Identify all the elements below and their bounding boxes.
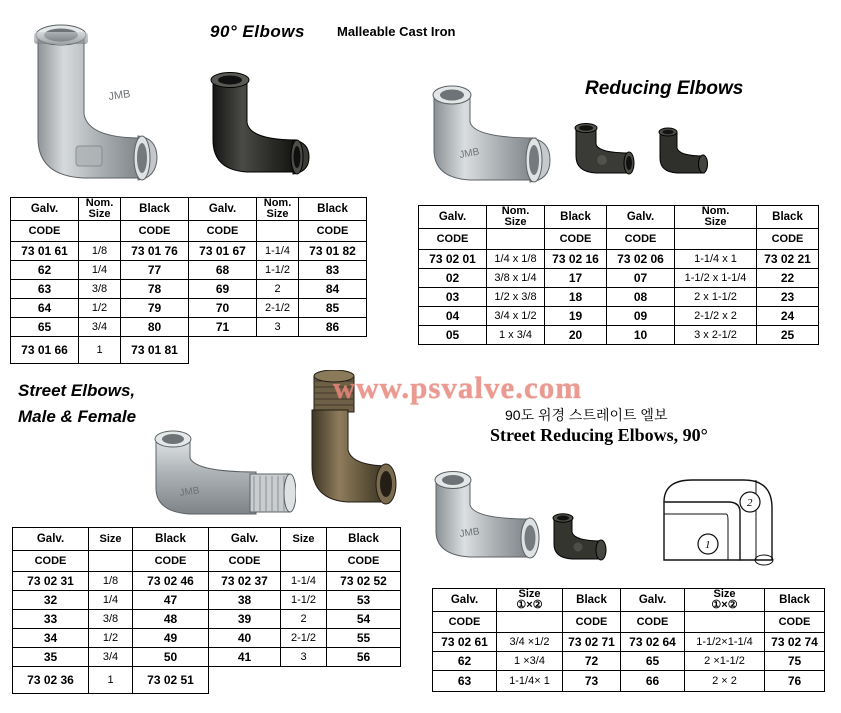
- cell-black: 77: [121, 261, 189, 280]
- svg-text:JMB: JMB: [458, 146, 481, 161]
- table-row: [11, 261, 367, 280]
- table-row: [419, 288, 819, 307]
- col-header-black-2: Black: [299, 198, 367, 221]
- cell-galv2: [209, 667, 281, 694]
- watermark: www.psvalve.com: [332, 370, 583, 405]
- cell-galv: 35: [13, 648, 89, 667]
- cell-galv2: 40: [209, 629, 281, 648]
- cell-galv: 64: [11, 299, 79, 318]
- size-sublabel-2: ①×②: [711, 599, 738, 611]
- cell-galv2: 66: [621, 671, 685, 692]
- col-header-galv-1: Galv.: [13, 528, 89, 551]
- cell-size: 3/8: [79, 280, 121, 299]
- cell-size2: 2: [257, 280, 299, 299]
- col-header-black-1: Black: [545, 206, 607, 229]
- black-street-reducing-elbow-photo: [548, 510, 610, 566]
- cell-size2: 1-1/2×1-1/4: [685, 633, 765, 652]
- col-header-galv-2: Galv.: [607, 206, 675, 229]
- col-header-galv-1: Galv.: [433, 589, 497, 612]
- size-label: Size: [518, 588, 541, 600]
- cell-size2: [257, 337, 299, 364]
- col-header-code-1: CODE: [11, 221, 79, 242]
- cell-black: 73 02 51: [133, 667, 209, 694]
- table-row: [419, 269, 819, 288]
- col-header-black-1: Black: [121, 198, 189, 221]
- cell-galv2: 70: [189, 299, 257, 318]
- cell-size: 1/4: [89, 591, 133, 610]
- cell-black: 48: [133, 610, 209, 629]
- col-header-galv-2: Galv.: [621, 589, 685, 612]
- col-header-black-2: Black: [765, 589, 825, 612]
- col-header-code-1: CODE: [433, 612, 497, 633]
- cell-size2: 3 x 2-1/2: [675, 326, 757, 345]
- cell-black2: 23: [757, 288, 819, 307]
- spacer-cell: [675, 229, 757, 250]
- col-header-size-1: [497, 589, 563, 612]
- black-reducing-elbow-photo-2: [654, 126, 712, 180]
- cell-galv2: 73 02 37: [209, 572, 281, 591]
- col-header-code-3: CODE: [209, 551, 281, 572]
- col-header-size-1: Size: [89, 528, 133, 551]
- table-row: [11, 280, 367, 299]
- cell-black: 73 01 76: [121, 242, 189, 261]
- cell-galv: 63: [11, 280, 79, 299]
- cell-galv: 03: [419, 288, 487, 307]
- heading-street-elbows-line1: Street Elbows,: [18, 381, 136, 400]
- cell-black: 50: [133, 648, 209, 667]
- cell-size2: 1-1/4: [281, 572, 327, 591]
- table-row: [433, 671, 825, 692]
- cell-black: 73 01 81: [121, 337, 189, 364]
- table-row: [13, 572, 401, 591]
- cell-black: 20: [545, 326, 607, 345]
- cell-size: 3/4 x 1/2: [487, 307, 545, 326]
- cell-black: 73 02 71: [563, 633, 621, 652]
- cell-size: 1 ×3/4: [497, 652, 563, 671]
- cell-size: 3/4: [79, 318, 121, 337]
- cell-size: 1/4: [79, 261, 121, 280]
- street-reducing-elbow-line-drawing: [648, 468, 788, 580]
- cell-black: 17: [545, 269, 607, 288]
- spacer-cell: [487, 229, 545, 250]
- col-header-galv-1: Galv.: [419, 206, 487, 229]
- col-header-code-1: CODE: [13, 551, 89, 572]
- cell-galv: 32: [13, 591, 89, 610]
- cell-size: 1/8: [89, 572, 133, 591]
- cell-size2: 2 ×1-1/2: [685, 652, 765, 671]
- col-header-black-2: Black: [327, 528, 401, 551]
- col-header-size-2: Size: [281, 528, 327, 551]
- cell-black: 19: [545, 307, 607, 326]
- col-header-nom-size-1: Nom. Size: [79, 198, 121, 221]
- cell-black: 79: [121, 299, 189, 318]
- spacer-cell: [79, 221, 121, 242]
- cell-size2: 3: [281, 648, 327, 667]
- col-header-code-3: CODE: [189, 221, 257, 242]
- cell-black: 73: [563, 671, 621, 692]
- cell-galv: 73 02 01: [419, 250, 487, 269]
- cell-size2: 2: [281, 610, 327, 629]
- cell-galv: 33: [13, 610, 89, 629]
- cell-galv2: 68: [189, 261, 257, 280]
- col-header-black-2: Black: [757, 206, 819, 229]
- cell-size: 1/2 x 3/8: [487, 288, 545, 307]
- cell-size2: 2 × 2: [685, 671, 765, 692]
- cell-size2: 1-1/2: [281, 591, 327, 610]
- cell-galv2: 73 02 64: [621, 633, 685, 652]
- svg-text:JMB: JMB: [178, 485, 201, 499]
- cell-black2: 56: [327, 648, 401, 667]
- cell-size: 1/8: [79, 242, 121, 261]
- cell-size2: 2-1/2 x 2: [675, 307, 757, 326]
- table-row-last: [13, 667, 401, 694]
- col-header-galv-1: Galv.: [11, 198, 79, 221]
- cell-black: 80: [121, 318, 189, 337]
- cell-size2: 1-1/4: [257, 242, 299, 261]
- cell-black2: 73 02 21: [757, 250, 819, 269]
- cell-size2: 3: [257, 318, 299, 337]
- cell-black: 18: [545, 288, 607, 307]
- cell-size2: 1-1/2 x 1-1/4: [675, 269, 757, 288]
- heading-street-elbows: [18, 378, 136, 430]
- cell-black2: 73 02 52: [327, 572, 401, 591]
- col-header-code-2: CODE: [545, 229, 607, 250]
- galvanized-street-reducing-elbow-photo: [426, 455, 546, 565]
- spacer-cell: [497, 612, 563, 633]
- cell-black: 72: [563, 652, 621, 671]
- svg-text:JMB: JMB: [107, 88, 132, 103]
- cell-galv2: 39: [209, 610, 281, 629]
- cell-size2: 1-1/2: [257, 261, 299, 280]
- balloon-2-label: 2: [747, 497, 753, 509]
- col-header-code-1: CODE: [419, 229, 487, 250]
- table-row: [13, 610, 401, 629]
- col-header-galv-2: Galv.: [189, 198, 257, 221]
- cell-galv: 05: [419, 326, 487, 345]
- table-row: [13, 648, 401, 667]
- cell-galv2: 73 02 06: [607, 250, 675, 269]
- cell-black2: 75: [765, 652, 825, 671]
- table-row: [13, 629, 401, 648]
- cell-size: 1/2: [79, 299, 121, 318]
- cell-black2: 25: [757, 326, 819, 345]
- cell-size: 1/2: [89, 629, 133, 648]
- cell-size: 3/8: [89, 610, 133, 629]
- table-row: [11, 318, 367, 337]
- cell-black2: [299, 337, 367, 364]
- cell-black: 73 02 16: [545, 250, 607, 269]
- cell-galv2: 07: [607, 269, 675, 288]
- table-row: [433, 633, 825, 652]
- cell-size2: 2-1/2: [257, 299, 299, 318]
- cell-galv2: 71: [189, 318, 257, 337]
- cell-galv2: 69: [189, 280, 257, 299]
- cell-size: 1: [79, 337, 121, 364]
- spacer-cell: [89, 551, 133, 572]
- cell-galv: 02: [419, 269, 487, 288]
- cell-size: 3/4 ×1/2: [497, 633, 563, 652]
- cell-black2: [327, 667, 401, 694]
- cell-galv: 73 01 61: [11, 242, 79, 261]
- cell-galv: 04: [419, 307, 487, 326]
- cell-black2: 86: [299, 318, 367, 337]
- cell-galv: 73 01 66: [11, 337, 79, 364]
- heading-street-reducing-korean: 90도 위경 스트레이트 엘보: [505, 407, 668, 423]
- cell-galv: 34: [13, 629, 89, 648]
- table-reducing-elbows: [418, 205, 819, 345]
- cell-black2: 24: [757, 307, 819, 326]
- heading-material: Malleable Cast Iron: [337, 24, 456, 39]
- col-header-code-2: CODE: [133, 551, 209, 572]
- cell-black: 47: [133, 591, 209, 610]
- col-header-code-3: CODE: [607, 229, 675, 250]
- cell-black2: 54: [327, 610, 401, 629]
- cell-size: 1-1/4× 1: [497, 671, 563, 692]
- col-header-code-3: CODE: [621, 612, 685, 633]
- table-90-elbows: [10, 197, 367, 364]
- col-header-code-4: CODE: [327, 551, 401, 572]
- black-reducing-elbow-photo-1: [570, 120, 640, 180]
- cell-galv2: 08: [607, 288, 675, 307]
- col-header-code-2: CODE: [121, 221, 189, 242]
- cell-size2: 1-1/4 x 1: [675, 250, 757, 269]
- heading-street-reducing-english: Street Reducing Elbows, 90°: [490, 425, 708, 445]
- col-header-code-2: CODE: [563, 612, 621, 633]
- table-row-last: [11, 337, 367, 364]
- cell-size: 3/4: [89, 648, 133, 667]
- cell-size: 1: [89, 667, 133, 694]
- heading-90-elbows: 90° Elbows: [210, 22, 305, 41]
- cell-size: 3/8 x 1/4: [487, 269, 545, 288]
- cell-galv2: 10: [607, 326, 675, 345]
- cell-galv2: 09: [607, 307, 675, 326]
- col-header-galv-2: Galv.: [209, 528, 281, 551]
- spacer-cell: [685, 612, 765, 633]
- col-header-size-2: [685, 589, 765, 612]
- spacer-cell: [281, 551, 327, 572]
- black-90-elbow-photo: [205, 68, 315, 180]
- cell-galv2: 73 01 67: [189, 242, 257, 261]
- col-header-black-1: Black: [133, 528, 209, 551]
- cell-galv: 73 02 36: [13, 667, 89, 694]
- cell-black2: 83: [299, 261, 367, 280]
- cell-black: 49: [133, 629, 209, 648]
- cell-size: 1 x 3/4: [487, 326, 545, 345]
- col-header-code-4: CODE: [757, 229, 819, 250]
- cell-black2: 84: [299, 280, 367, 299]
- table-row: [419, 326, 819, 345]
- cell-size: 1/4 x 1/8: [487, 250, 545, 269]
- table-row: [419, 307, 819, 326]
- galvanized-street-elbow-photo: [146, 406, 296, 521]
- spacer-cell: [257, 221, 299, 242]
- cell-black: 78: [121, 280, 189, 299]
- svg-text:JMB: JMB: [458, 526, 481, 540]
- table-row: [433, 652, 825, 671]
- cell-galv2: 38: [209, 591, 281, 610]
- table-street-reducing-elbows: [432, 588, 825, 692]
- cell-galv: 73 02 61: [433, 633, 497, 652]
- cell-size2: [281, 667, 327, 694]
- cell-size2: 2-1/2: [281, 629, 327, 648]
- cell-black2: 55: [327, 629, 401, 648]
- cell-galv: 62: [11, 261, 79, 280]
- table-row: [11, 242, 367, 261]
- table-street-elbows: [12, 527, 401, 694]
- col-header-nom-size-2: Nom. Size: [257, 198, 299, 221]
- cell-galv2: 65: [621, 652, 685, 671]
- heading-street-elbows-line2: Male & Female: [18, 407, 137, 426]
- col-header-nom-size-1: Nom. Size: [487, 206, 545, 229]
- galvanized-reducing-elbow-photo: [424, 62, 554, 187]
- cell-black2: 53: [327, 591, 401, 610]
- balloon-1-label: 1: [705, 539, 711, 551]
- cell-black2: 76: [765, 671, 825, 692]
- cell-galv2: 41: [209, 648, 281, 667]
- cell-black2: 73 01 82: [299, 242, 367, 261]
- size-sublabel: ①×②: [516, 599, 543, 611]
- cell-galv: 73 02 31: [13, 572, 89, 591]
- cell-size2: 2 x 1-1/2: [675, 288, 757, 307]
- table-row: [11, 299, 367, 318]
- cell-galv: 63: [433, 671, 497, 692]
- cell-galv: 62: [433, 652, 497, 671]
- cell-black2: 85: [299, 299, 367, 318]
- cell-black2: 73 02 74: [765, 633, 825, 652]
- col-header-code-4: CODE: [299, 221, 367, 242]
- col-header-black-1: Black: [563, 589, 621, 612]
- table-row: [13, 591, 401, 610]
- col-header-nom-size-2: Nom. Size: [675, 206, 757, 229]
- cell-galv: 65: [11, 318, 79, 337]
- size-label-2: Size: [713, 588, 736, 600]
- galvanized-90-elbow-photo: [26, 18, 186, 188]
- table-row: [419, 250, 819, 269]
- cell-black: 73 02 46: [133, 572, 209, 591]
- heading-reducing-elbows: Reducing Elbows: [585, 78, 744, 99]
- cell-black2: 22: [757, 269, 819, 288]
- col-header-code-4: CODE: [765, 612, 825, 633]
- cell-galv2: [189, 337, 257, 364]
